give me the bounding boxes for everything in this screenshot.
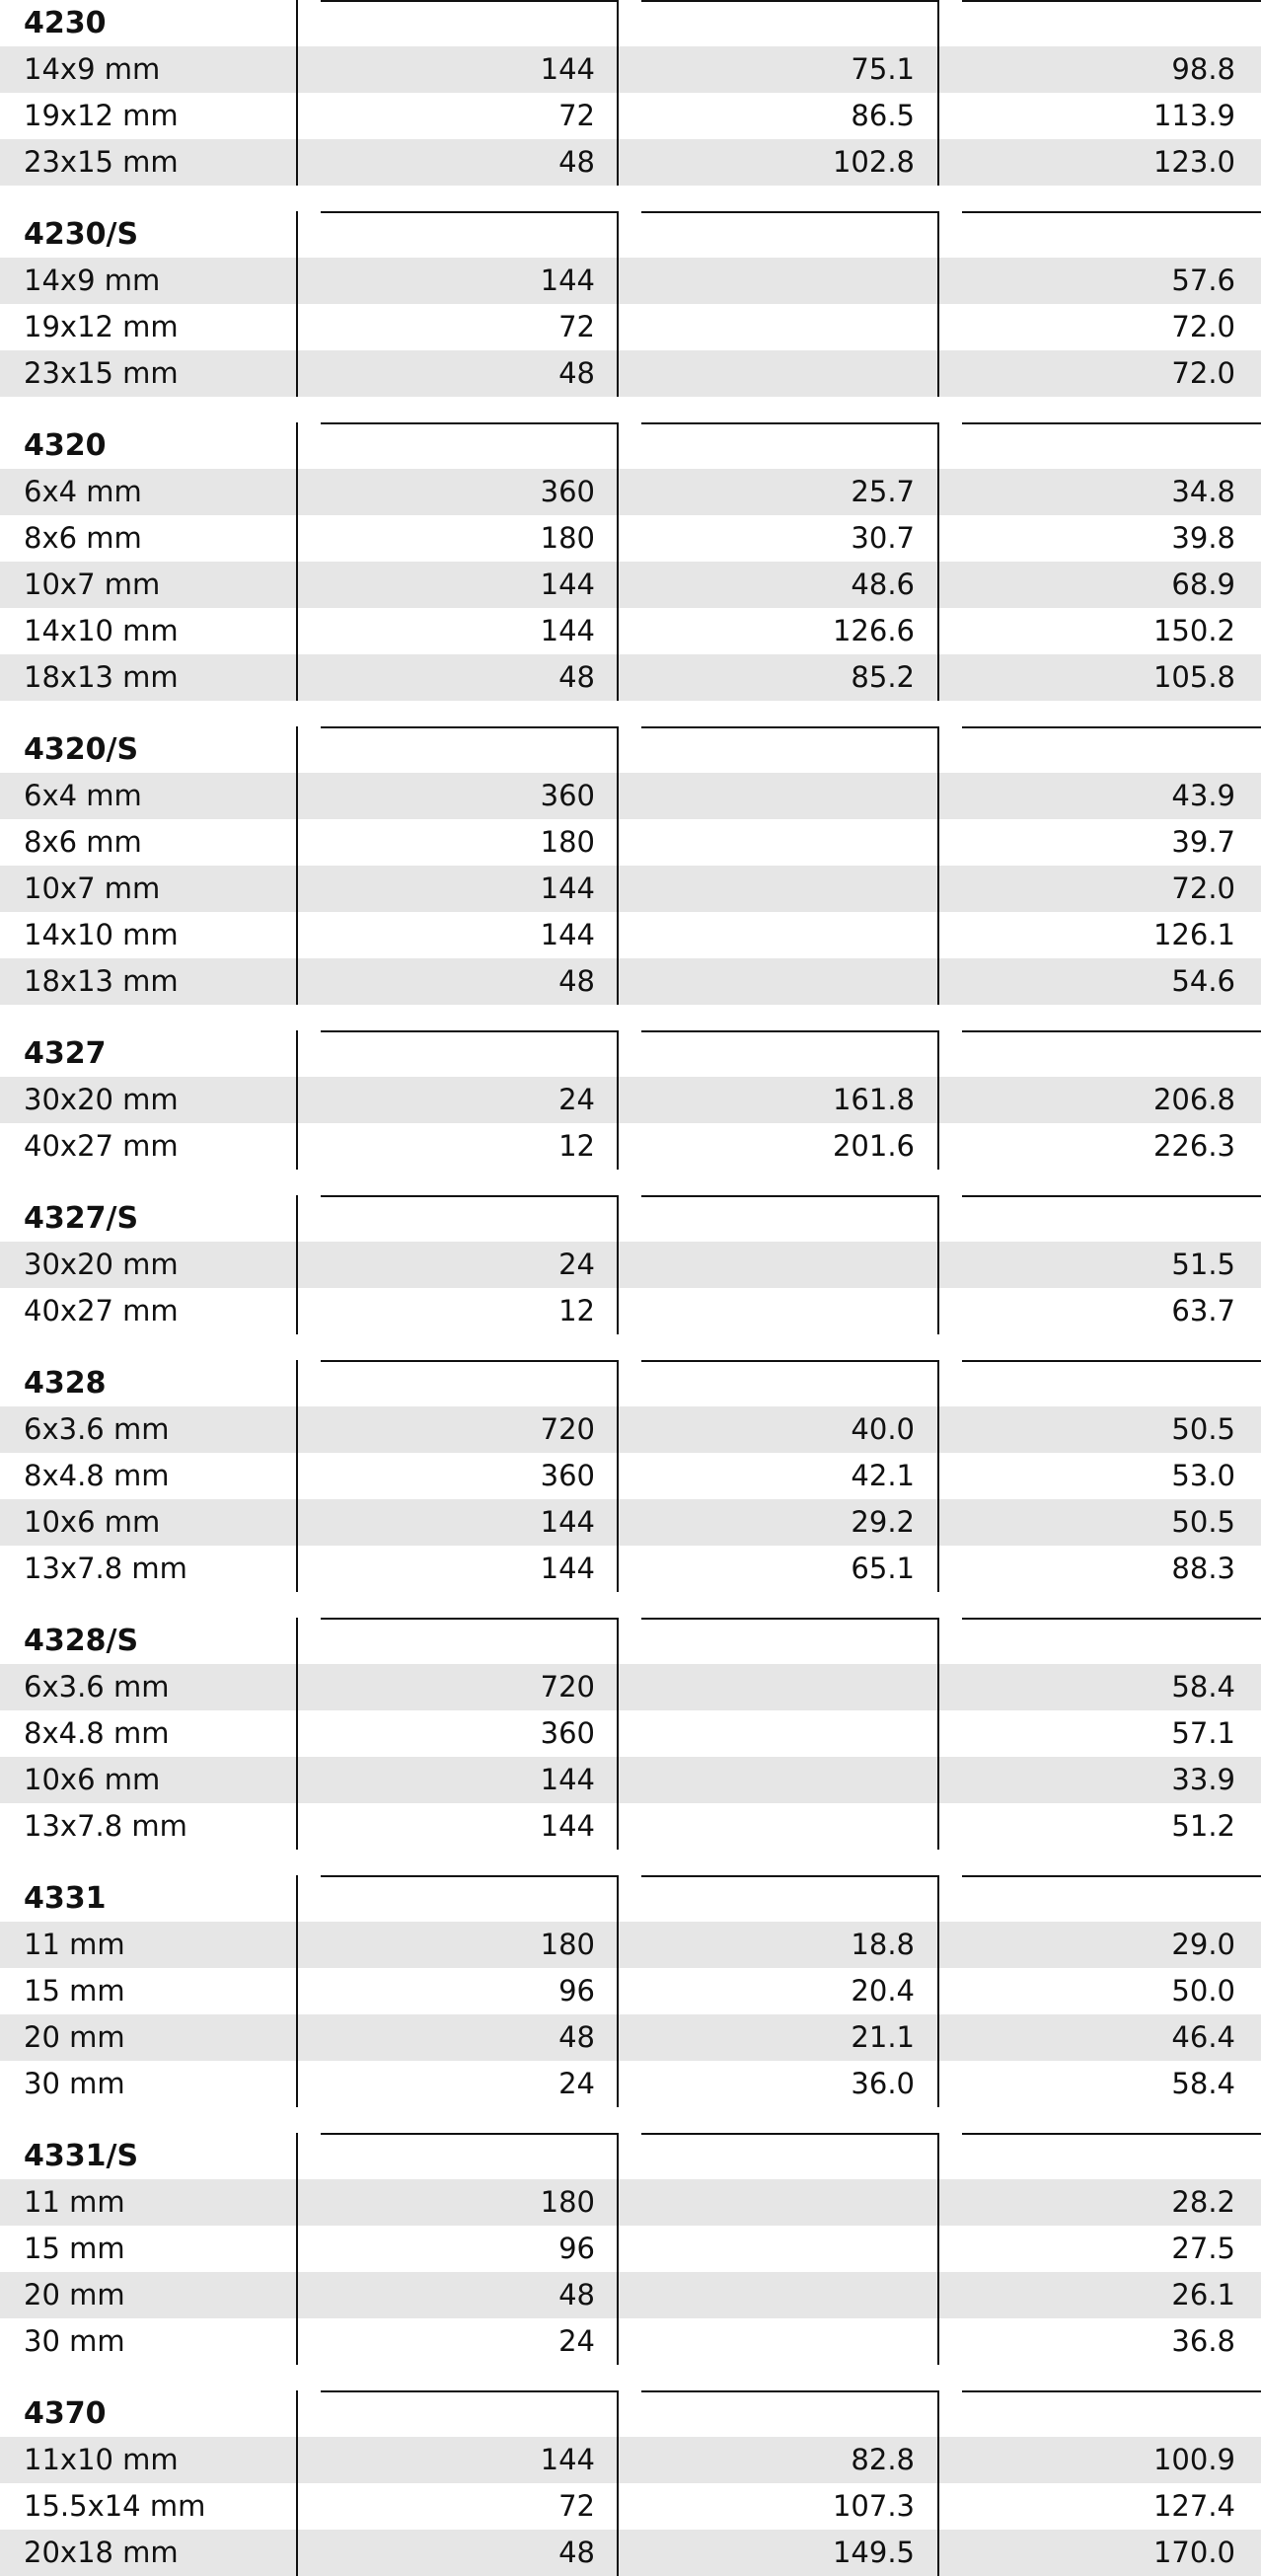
product-group: [0, 422, 1261, 701]
table-row: [0, 773, 1261, 819]
column-top-rule: [321, 1030, 619, 1032]
quantity-cell: 180: [540, 521, 595, 555]
price-cell: 25.7: [851, 475, 915, 508]
quantity-cell: 48: [558, 964, 595, 998]
table-row: [0, 2179, 1261, 2226]
column-divider: [296, 726, 298, 1005]
table-row: [0, 608, 1261, 654]
column-top-rule: [641, 2133, 939, 2135]
table-row: [0, 2483, 1261, 2530]
column-top-rule: [321, 1360, 619, 1362]
table-row: [0, 1453, 1261, 1499]
price-cell: 28.2: [1171, 2185, 1235, 2219]
column-divider: [296, 1195, 298, 1334]
quantity-cell: 24: [558, 1248, 595, 1281]
column-divider: [617, 1360, 619, 1592]
price-cell: 51.5: [1171, 1248, 1235, 1281]
price-cell: 46.4: [1171, 2020, 1235, 2054]
group-title: 4331/S: [24, 2139, 139, 2173]
column-divider: [937, 1875, 939, 2107]
size-cell: 8x4.8 mm: [24, 1716, 170, 1750]
table-row: [0, 958, 1261, 1005]
product-group: [0, 1360, 1261, 1592]
table-row: [0, 139, 1261, 186]
price-cell: 86.5: [851, 99, 915, 132]
size-cell: 30x20 mm: [24, 1248, 179, 1281]
column-divider: [296, 0, 298, 186]
group-title: 4320: [24, 428, 107, 463]
product-group: [0, 726, 1261, 1005]
column-divider: [296, 211, 298, 397]
size-cell: 19x12 mm: [24, 310, 179, 343]
size-cell: 14x9 mm: [24, 52, 161, 86]
price-cell: 29.2: [851, 1505, 915, 1539]
table-row: [0, 2226, 1261, 2272]
price-cell: 30.7: [851, 521, 915, 555]
column-top-rule: [641, 726, 939, 728]
quantity-cell: 180: [540, 2185, 595, 2219]
price-cell: 65.1: [851, 1552, 915, 1585]
quantity-cell: 24: [558, 2324, 595, 2358]
price-cell: 42.1: [851, 1459, 915, 1492]
column-top-rule: [321, 1195, 619, 1197]
quantity-cell: 144: [540, 264, 595, 297]
product-group: [0, 2133, 1261, 2365]
column-top-rule: [641, 211, 939, 213]
column-divider: [937, 726, 939, 1005]
column-top-rule: [321, 422, 619, 424]
column-divider: [617, 1618, 619, 1850]
product-group: [0, 211, 1261, 397]
column-top-rule: [641, 1030, 939, 1032]
column-top-rule: [641, 1875, 939, 1877]
table-row: [0, 1710, 1261, 1757]
column-divider: [296, 1030, 298, 1170]
size-cell: 10x7 mm: [24, 568, 161, 601]
size-cell: 14x10 mm: [24, 614, 179, 647]
table-row: [0, 654, 1261, 701]
quantity-cell: 360: [540, 779, 595, 812]
group-title-row: [0, 2390, 1261, 2437]
table-row: [0, 1499, 1261, 1546]
price-cell: 18.8: [851, 1928, 915, 1961]
column-divider: [937, 2390, 939, 2576]
size-cell: 6x3.6 mm: [24, 1670, 170, 1704]
quantity-cell: 96: [558, 1974, 595, 2008]
group-title-row: [0, 211, 1261, 258]
quantity-cell: 360: [540, 475, 595, 508]
table-row: [0, 258, 1261, 304]
table-row: [0, 304, 1261, 350]
column-top-rule: [962, 0, 1261, 2]
price-cell: 161.8: [832, 1083, 915, 1116]
table-row: [0, 2437, 1261, 2483]
column-divider: [937, 211, 939, 397]
group-title-row: [0, 1030, 1261, 1077]
quantity-cell: 720: [540, 1670, 595, 1704]
column-top-rule: [962, 1875, 1261, 1877]
column-top-rule: [641, 1618, 939, 1620]
group-title: 4230: [24, 6, 107, 40]
size-cell: 15.5x14 mm: [24, 2489, 206, 2523]
size-cell: 40x27 mm: [24, 1129, 179, 1163]
column-top-rule: [962, 1618, 1261, 1620]
table-row: [0, 2530, 1261, 2576]
table-row: [0, 1757, 1261, 1803]
quantity-cell: 96: [558, 2232, 595, 2265]
quantity-cell: 180: [540, 1928, 595, 1961]
column-divider: [937, 2133, 939, 2365]
column-divider: [296, 1875, 298, 2107]
column-divider: [296, 1618, 298, 1850]
size-cell: 30 mm: [24, 2324, 125, 2358]
group-title: 4370: [24, 2396, 107, 2431]
column-divider: [617, 2133, 619, 2365]
column-top-rule: [321, 2390, 619, 2392]
column-divider: [617, 1875, 619, 2107]
size-cell: 20 mm: [24, 2278, 125, 2311]
column-divider: [296, 422, 298, 701]
group-title: 4320/S: [24, 732, 139, 767]
price-cell: 57.6: [1171, 264, 1235, 297]
column-top-rule: [641, 422, 939, 424]
size-cell: 19x12 mm: [24, 99, 179, 132]
price-cell: 34.8: [1171, 475, 1235, 508]
table-row: [0, 819, 1261, 866]
quantity-cell: 48: [558, 2536, 595, 2569]
table-row: [0, 1406, 1261, 1453]
size-cell: 11x10 mm: [24, 2443, 179, 2476]
quantity-cell: 72: [558, 2489, 595, 2523]
table-row: [0, 1922, 1261, 1968]
size-cell: 40x27 mm: [24, 1294, 179, 1327]
product-group: [0, 1030, 1261, 1170]
table-row: [0, 1242, 1261, 1288]
column-top-rule: [641, 1195, 939, 1197]
quantity-cell: 144: [540, 52, 595, 86]
quantity-cell: 72: [558, 99, 595, 132]
quantity-cell: 144: [540, 568, 595, 601]
column-divider: [617, 0, 619, 186]
quantity-cell: 144: [540, 614, 595, 647]
quantity-cell: 12: [558, 1294, 595, 1327]
table-row: [0, 2061, 1261, 2107]
price-cell: 39.8: [1171, 521, 1235, 555]
size-cell: 6x3.6 mm: [24, 1412, 170, 1446]
quantity-cell: 144: [540, 1809, 595, 1843]
group-title-row: [0, 1875, 1261, 1922]
column-top-rule: [321, 1618, 619, 1620]
column-top-rule: [962, 1030, 1261, 1032]
quantity-cell: 48: [558, 2278, 595, 2311]
product-group: [0, 1195, 1261, 1334]
price-cell: 102.8: [832, 145, 915, 179]
price-cell: 170.0: [1152, 2536, 1235, 2569]
table-row: [0, 562, 1261, 608]
size-cell: 6x4 mm: [24, 475, 142, 508]
price-cell: 206.8: [1152, 1083, 1235, 1116]
price-cell: 20.4: [851, 1974, 915, 2008]
group-title-row: [0, 726, 1261, 773]
table-row: [0, 469, 1261, 515]
quantity-cell: 144: [540, 918, 595, 951]
column-divider: [617, 1030, 619, 1170]
column-divider: [296, 2133, 298, 2365]
size-cell: 30 mm: [24, 2067, 125, 2100]
quantity-cell: 24: [558, 1083, 595, 1116]
price-cell: 72.0: [1171, 310, 1235, 343]
price-cell: 58.4: [1171, 2067, 1235, 2100]
group-title-row: [0, 422, 1261, 469]
table-row: [0, 350, 1261, 397]
price-cell: 63.7: [1171, 1294, 1235, 1327]
column-top-rule: [321, 211, 619, 213]
size-cell: 11 mm: [24, 2185, 125, 2219]
price-cell: 48.6: [851, 568, 915, 601]
quantity-cell: 48: [558, 2020, 595, 2054]
price-cell: 54.6: [1171, 964, 1235, 998]
table-row: [0, 1968, 1261, 2014]
table-row: [0, 2272, 1261, 2318]
quantity-cell: 48: [558, 145, 595, 179]
size-cell: 8x6 mm: [24, 521, 142, 555]
group-title: 4230/S: [24, 217, 139, 252]
quantity-cell: 180: [540, 825, 595, 859]
quantity-cell: 144: [540, 1505, 595, 1539]
group-title-row: [0, 1195, 1261, 1242]
price-cell: 98.8: [1171, 52, 1235, 86]
price-cell: 57.1: [1171, 1716, 1235, 1750]
column-top-rule: [641, 1360, 939, 1362]
quantity-cell: 72: [558, 310, 595, 343]
quantity-cell: 720: [540, 1412, 595, 1446]
size-cell: 23x15 mm: [24, 356, 179, 390]
price-cell: 68.9: [1171, 568, 1235, 601]
quantity-cell: 360: [540, 1459, 595, 1492]
size-cell: 18x13 mm: [24, 964, 179, 998]
price-cell: 50.0: [1171, 1974, 1235, 2008]
column-top-rule: [962, 2390, 1261, 2392]
column-top-rule: [641, 2390, 939, 2392]
table-row: [0, 46, 1261, 93]
size-cell: 18x13 mm: [24, 660, 179, 694]
quantity-cell: 48: [558, 356, 595, 390]
price-cell: 53.0: [1171, 1459, 1235, 1492]
column-divider: [937, 1030, 939, 1170]
table-row: [0, 2318, 1261, 2365]
quantity-cell: 24: [558, 2067, 595, 2100]
price-cell: 226.3: [1152, 1129, 1235, 1163]
price-cell: 126.6: [832, 614, 915, 647]
table-row: [0, 1546, 1261, 1592]
group-title: 4327: [24, 1036, 107, 1071]
quantity-cell: 360: [540, 1716, 595, 1750]
price-cell: 100.9: [1152, 2443, 1235, 2476]
price-cell: 126.1: [1152, 918, 1235, 951]
price-cell: 88.3: [1171, 1552, 1235, 1585]
column-divider: [617, 422, 619, 701]
price-cell: 85.2: [851, 660, 915, 694]
size-cell: 10x7 mm: [24, 871, 161, 905]
column-divider: [617, 2390, 619, 2576]
quantity-cell: 144: [540, 871, 595, 905]
price-cell: 33.9: [1171, 1763, 1235, 1796]
price-cell: 82.8: [851, 2443, 915, 2476]
size-cell: 6x4 mm: [24, 779, 142, 812]
price-cell: 149.5: [832, 2536, 915, 2569]
price-cell: 27.5: [1171, 2232, 1235, 2265]
group-title-row: [0, 1360, 1261, 1406]
size-cell: 30x20 mm: [24, 1083, 179, 1116]
price-cell: 72.0: [1171, 871, 1235, 905]
size-cell: 20x18 mm: [24, 2536, 179, 2569]
quantity-cell: 144: [540, 1552, 595, 1585]
group-title: 4331: [24, 1881, 107, 1916]
price-cell: 107.3: [832, 2489, 915, 2523]
column-divider: [296, 1360, 298, 1592]
quantity-cell: 12: [558, 1129, 595, 1163]
quantity-cell: 144: [540, 1763, 595, 1796]
group-title: 4328/S: [24, 1624, 139, 1658]
table-row: [0, 1288, 1261, 1334]
product-group: [0, 1618, 1261, 1850]
price-cell: 50.5: [1171, 1412, 1235, 1446]
quantity-cell: 48: [558, 660, 595, 694]
group-title-row: [0, 1618, 1261, 1664]
size-cell: 14x9 mm: [24, 264, 161, 297]
table-row: [0, 515, 1261, 562]
size-cell: 14x10 mm: [24, 918, 179, 951]
product-group: [0, 2390, 1261, 2576]
price-cell: 150.2: [1152, 614, 1235, 647]
column-divider: [617, 726, 619, 1005]
column-divider: [296, 2390, 298, 2576]
price-cell: 29.0: [1171, 1928, 1235, 1961]
product-group: [0, 1875, 1261, 2107]
column-top-rule: [321, 1875, 619, 1877]
size-cell: 15 mm: [24, 2232, 125, 2265]
column-divider: [937, 0, 939, 186]
price-cell: 58.4: [1171, 1670, 1235, 1704]
size-cell: 13x7.8 mm: [24, 1552, 187, 1585]
price-cell: 113.9: [1152, 99, 1235, 132]
column-top-rule: [641, 0, 939, 2]
table-row: [0, 93, 1261, 139]
group-title-row: [0, 2133, 1261, 2179]
price-cell: 50.5: [1171, 1505, 1235, 1539]
table-row: [0, 1664, 1261, 1710]
price-cell: 21.1: [851, 2020, 915, 2054]
column-divider: [937, 1195, 939, 1334]
size-cell: 15 mm: [24, 1974, 125, 2008]
group-title-row: [0, 0, 1261, 46]
price-cell: 123.0: [1152, 145, 1235, 179]
size-cell: 13x7.8 mm: [24, 1809, 187, 1843]
column-divider: [937, 1618, 939, 1850]
price-cell: 40.0: [851, 1412, 915, 1446]
price-cell: 39.7: [1171, 825, 1235, 859]
table-row: [0, 866, 1261, 912]
table-row: [0, 912, 1261, 958]
table-row: [0, 2014, 1261, 2061]
quantity-cell: 144: [540, 2443, 595, 2476]
price-cell: 51.2: [1171, 1809, 1235, 1843]
price-cell: 72.0: [1171, 356, 1235, 390]
group-title: 4328: [24, 1366, 107, 1401]
price-cell: 36.0: [851, 2067, 915, 2100]
column-top-rule: [962, 1360, 1261, 1362]
column-top-rule: [962, 211, 1261, 213]
price-cell: 127.4: [1152, 2489, 1235, 2523]
column-top-rule: [962, 2133, 1261, 2135]
size-cell: 8x6 mm: [24, 825, 142, 859]
column-divider: [617, 1195, 619, 1334]
column-divider: [617, 211, 619, 397]
size-cell: 10x6 mm: [24, 1505, 161, 1539]
price-cell: 201.6: [832, 1129, 915, 1163]
price-cell: 36.8: [1171, 2324, 1235, 2358]
price-cell: 43.9: [1171, 779, 1235, 812]
size-cell: 20 mm: [24, 2020, 125, 2054]
size-cell: 8x4.8 mm: [24, 1459, 170, 1492]
table-row: [0, 1123, 1261, 1170]
price-cell: 75.1: [851, 52, 915, 86]
column-divider: [937, 1360, 939, 1592]
column-top-rule: [321, 726, 619, 728]
size-cell: 10x6 mm: [24, 1763, 161, 1796]
table-row: [0, 1803, 1261, 1850]
price-cell: 105.8: [1152, 660, 1235, 694]
column-top-rule: [321, 2133, 619, 2135]
size-cell: 11 mm: [24, 1928, 125, 1961]
table-row: [0, 1077, 1261, 1123]
column-top-rule: [321, 0, 619, 2]
column-top-rule: [962, 1195, 1261, 1197]
column-top-rule: [962, 422, 1261, 424]
size-cell: 23x15 mm: [24, 145, 179, 179]
column-divider: [937, 422, 939, 701]
price-cell: 26.1: [1171, 2278, 1235, 2311]
group-title: 4327/S: [24, 1201, 139, 1236]
column-top-rule: [962, 726, 1261, 728]
product-group: [0, 0, 1261, 186]
